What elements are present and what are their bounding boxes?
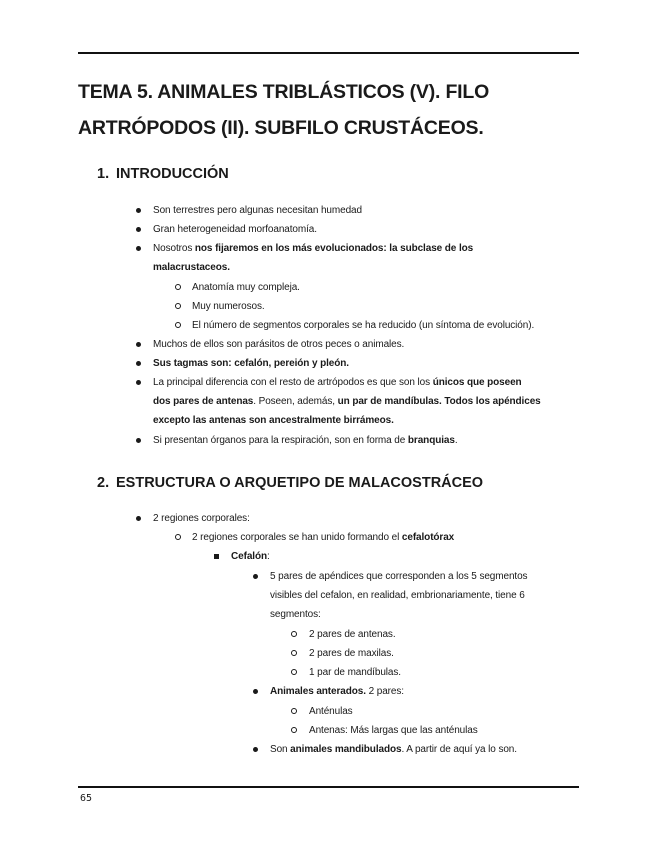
- section-number: 1.: [97, 166, 110, 182]
- list-item: [192, 531, 454, 545]
- text-run: Nosotros: [153, 243, 195, 254]
- text-run-bold: Animales anterados.: [270, 686, 366, 697]
- text-run: La principal diferencia con el resto de artrópodos es que son los: [153, 377, 433, 388]
- list-item: 2 pares de maxilas.: [309, 648, 394, 659]
- list-item: Antenas: Más largas que las anténulas: [309, 725, 478, 736]
- list-item: Muchos de ellos son parásitos de otros peces o animales.: [153, 339, 405, 350]
- circle-bullet-icon: [291, 669, 297, 675]
- text-run-bold: dos pares de antenas: [153, 396, 254, 407]
- bullet-icon: [253, 574, 258, 579]
- list-item-continuation: segmentos:: [270, 609, 321, 620]
- bullet-icon: [136, 438, 141, 443]
- circle-bullet-icon: [175, 303, 181, 309]
- text-run-bold: cefalotórax: [401, 532, 455, 543]
- top-rule: [78, 52, 579, 54]
- list-item: Muy numerosos.: [192, 301, 265, 312]
- text-run-bold: nos fijaremos en los más evolucionados: la subclase de los: [194, 243, 474, 254]
- text-run: Si presentan órganos para la respiración, son en forma de: [153, 435, 408, 446]
- circle-bullet-icon: [291, 708, 297, 714]
- text-run: Son: [270, 744, 291, 755]
- text-run: 2 regiones corporales se han unido formando el: [192, 532, 402, 543]
- bullet-icon: [253, 747, 258, 752]
- section-title: INTRODUCCIÓN: [116, 166, 229, 182]
- list-item: [270, 685, 404, 699]
- list-item-continuation: malacrustaceos.: [153, 262, 230, 273]
- text-run: .: [454, 435, 458, 446]
- bullet-icon: [136, 380, 141, 385]
- section-title: ESTRUCTURA O ARQUETIPO DE MALACOSTRÁCEO: [116, 475, 484, 491]
- section-number: 2.: [97, 475, 110, 491]
- list-item: Son terrestres pero algunas necesitan humedad: [153, 205, 362, 216]
- bullet-icon: [136, 361, 141, 366]
- list-item: Sus tagmas son: cefalón, pereión y pleón.: [153, 358, 349, 369]
- list-item: 1 par de mandíbulas.: [309, 667, 401, 678]
- text-run-bold: branquias: [407, 435, 455, 446]
- text-run-bold: animales mandibulados: [290, 744, 402, 755]
- list-item: [270, 743, 517, 757]
- circle-bullet-icon: [291, 631, 297, 637]
- square-bullet-icon: [214, 554, 219, 559]
- circle-bullet-icon: [291, 727, 297, 733]
- bullet-icon: [136, 516, 141, 521]
- circle-bullet-icon: [291, 650, 297, 656]
- list-item-continuation: visibles del cefalon, en realidad, embrionariamente, tiene 6: [270, 590, 525, 601]
- list-item: 5 pares de apéndices que corresponden a los 5 segmentos: [270, 571, 528, 582]
- text-run: :: [266, 551, 270, 562]
- bullet-icon: [136, 227, 141, 232]
- list-item: [153, 242, 473, 256]
- list-item: Anténulas: [309, 706, 353, 717]
- section-heading-introduccion: [97, 164, 229, 184]
- list-item: [153, 434, 458, 448]
- list-item: [153, 376, 522, 390]
- bullet-icon: [253, 689, 258, 694]
- list-item: El número de segmentos corporales se ha reducido (un síntoma de evolución).: [192, 320, 535, 331]
- list-item: Anatomía muy compleja.: [192, 282, 300, 293]
- bullet-icon: [136, 246, 141, 251]
- section-heading-estructura: [97, 473, 483, 493]
- list-item: [231, 550, 270, 564]
- text-run: . A partir de aquí ya lo son.: [401, 744, 517, 755]
- title-line-1: TEMA 5. ANIMALES TRIBLÁSTICOS (V). FILO: [78, 81, 490, 103]
- text-run-bold: un par de mandíbulas. Todos los apéndices: [337, 396, 541, 407]
- circle-bullet-icon: [175, 534, 181, 540]
- bottom-rule: [78, 786, 579, 788]
- circle-bullet-icon: [175, 322, 181, 328]
- text-run: 2 pares:: [365, 686, 404, 697]
- list-item-continuation: excepto las antenas son ancestralmente birrámeos.: [153, 415, 394, 426]
- list-item-continuation: [153, 395, 541, 409]
- bullet-icon: [136, 208, 141, 213]
- text-run-bold: únicos que poseen: [432, 377, 522, 388]
- text-run-bold: Cefalón: [231, 551, 267, 562]
- list-item: 2 regiones corporales:: [153, 513, 250, 524]
- list-item: 2 pares de antenas.: [309, 629, 396, 640]
- page-title: [78, 74, 588, 146]
- bullet-icon: [136, 342, 141, 347]
- list-item: Gran heterogeneidad morfoanatomía.: [153, 224, 317, 235]
- circle-bullet-icon: [175, 284, 181, 290]
- title-line-2: ARTRÓPODOS (II). SUBFILO CRUSTÁCEOS.: [78, 117, 484, 139]
- text-run: . Poseen, además,: [253, 396, 338, 407]
- page-number: 65: [80, 793, 93, 804]
